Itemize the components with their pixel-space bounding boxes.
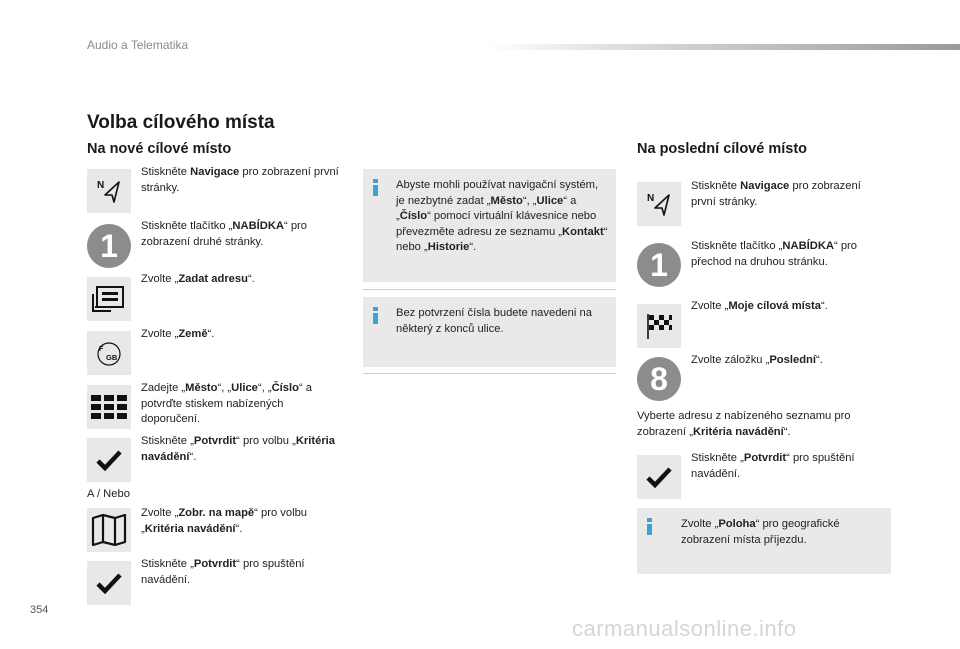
svg-text:N: N — [647, 193, 655, 204]
step-number-badge: 1 — [637, 243, 681, 287]
right-step-6-text: Stiskněte „Potvrdit“ pro spuštění navádění. — [691, 452, 855, 480]
keyboard-address-icon — [87, 277, 131, 321]
info-box-location — [637, 508, 891, 574]
info-icon — [373, 179, 378, 195]
left-step-7-text: Zvolte „Zobr. na mapě“ pro volbu „Kritéria navádění“. — [141, 507, 308, 535]
info-box-text: Abyste mohli používat navigační systém, je nezbytné zadat „Město“, „Ulice“ a „Číslo“ pomocí virtuální klávesnice nebo převezměte adresu ze seznamu „Kontakt“ nebo „Historie“. — [396, 179, 608, 253]
checkered-flag-icon — [637, 304, 681, 348]
header-title: Audio a Telematika — [87, 38, 189, 52]
info-box-navigation-input — [363, 169, 616, 282]
or-label: A / Nebo — [87, 488, 130, 500]
info-box-text: Bez potvrzení čísla budete navedeni na některý z konců ulice. — [396, 307, 592, 335]
keyboard-grid-icon — [87, 385, 131, 429]
page-number: 354 — [30, 604, 49, 616]
right-step-3-text: Zvolte „Moje cílová místa“. — [691, 300, 828, 312]
right-step-2-text: Stiskněte tlačítko „NABÍDKA“ pro přechod na druhou stránku. — [691, 240, 858, 268]
navigation-arrow-icon — [637, 182, 681, 226]
left-step-1-text: Stiskněte Navigace pro zobrazení první stránky. — [141, 166, 339, 194]
divider — [363, 289, 616, 290]
left-step-5-text: Zadejte „Město“, „Ulice“, „Číslo“ a potvrďte stiskem nabízených doporučení. — [141, 382, 312, 425]
left-step-3-text: Zvolte „Zadat adresu“. — [141, 273, 255, 285]
info-box-text: Zvolte „Poloha“ pro geografické zobrazení místa příjezdu. — [681, 518, 840, 546]
left-step-8-text: Stiskněte „Potvrdit“ pro spuštění navádění. — [141, 558, 305, 586]
checkmark-icon — [637, 455, 681, 499]
map-icon — [87, 508, 131, 552]
navigation-arrow-icon — [87, 169, 131, 213]
info-icon — [373, 307, 378, 323]
svg-text:F: F — [99, 346, 104, 353]
info-box-street-number — [363, 297, 616, 367]
right-step-5-text: Vyberte adresu z nabízeného seznamu pro zobrazení „Kritéria navádění“. — [637, 410, 851, 438]
step-number-badge: 8 — [637, 357, 681, 401]
header-gradient-bar — [487, 44, 960, 50]
svg-text:GB: GB — [106, 353, 118, 362]
right-step-1-text: Stiskněte Navigace pro zobrazení první stránky. — [691, 180, 861, 208]
svg-text:N: N — [97, 180, 105, 191]
checkmark-icon — [87, 438, 131, 482]
right-step-4-text: Zvolte záložku „Poslední“. — [691, 354, 823, 366]
country-flag-icon — [87, 331, 131, 375]
checkmark-icon — [87, 561, 131, 605]
right-section-title: Na poslední cílové místo — [637, 141, 808, 157]
left-step-4-text: Zvolte „Země“. — [141, 328, 215, 340]
step-number-badge: 1 — [87, 224, 131, 268]
watermark: carmanualsonline.info — [572, 616, 797, 641]
left-step-2-text: Stiskněte tlačítko „NABÍDKA“ pro zobrazení druhé stránky. — [141, 220, 308, 248]
info-icon — [647, 518, 652, 534]
left-step-6-text: Stiskněte „Potvrdit“ pro volbu „Kritéria navádění“. — [141, 435, 336, 463]
divider — [363, 373, 616, 374]
page-title: Volba cílového místa — [87, 112, 275, 133]
left-section-title: Na nové cílové místo — [87, 141, 232, 157]
